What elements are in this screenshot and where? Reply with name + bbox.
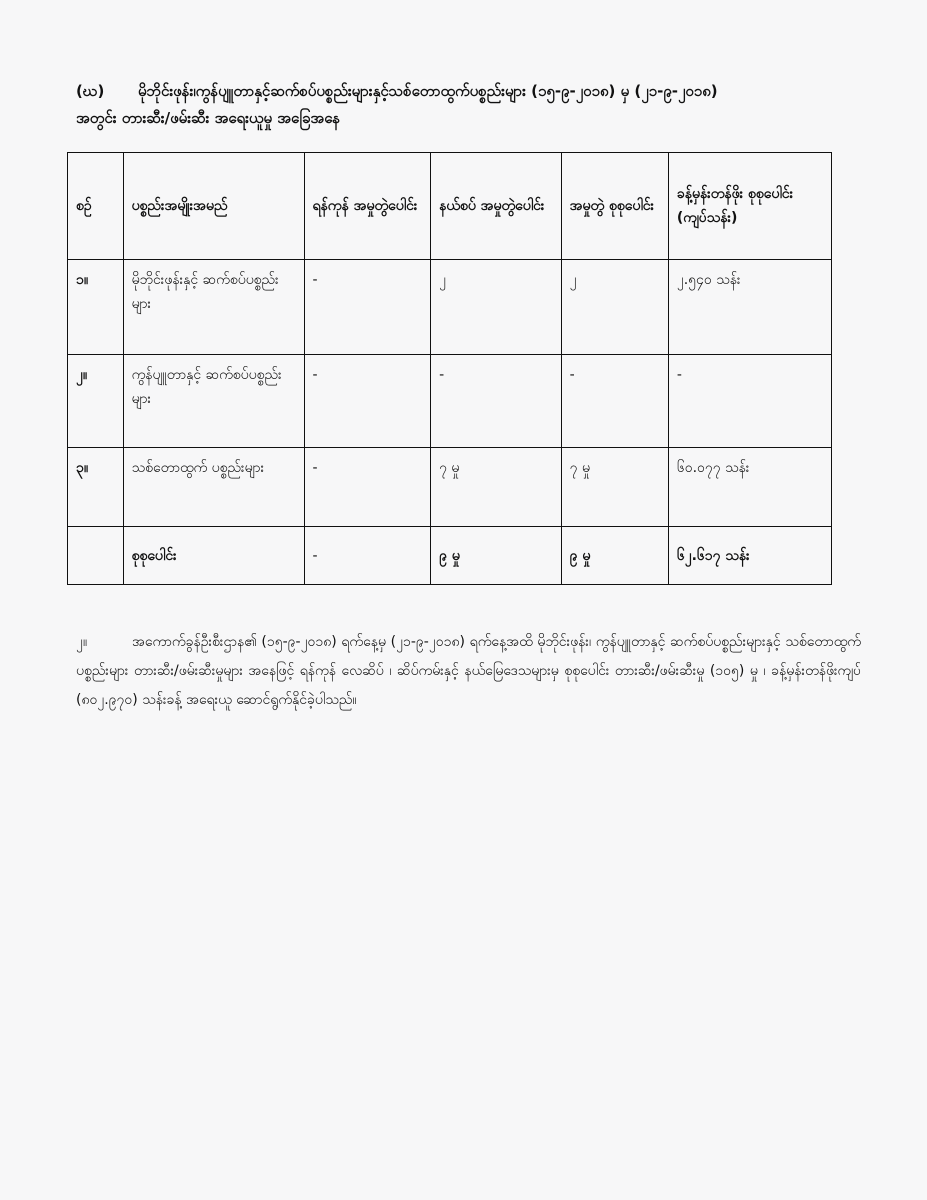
total-yangon: - [304, 527, 431, 585]
header-total-cases: အမှုတွဲ စုစုပေါင်း [561, 153, 668, 260]
table-total-row [68, 527, 832, 585]
row-value: ၆၀.၀၇၇ သန်း [668, 448, 831, 527]
row-border: - [431, 355, 562, 448]
heading-line-1: မိုဘိုင်းဖုန်း၊ကွန်ပျူတာနှင့်ဆက်စပ်ပစ္စည်းများနှင့်သစ်တောထွက်ပစ္စည်းများ (၁၅-၉-၂၀၁၈) မှ (၂၁-၉-၂၀၁၈) [138, 82, 718, 100]
row-yangon: - [304, 355, 431, 448]
row-no: ၁။ [68, 260, 124, 355]
header-item: ပစ္စည်းအမျိုးအမည် [123, 153, 304, 260]
row-value: - [668, 355, 831, 448]
seizure-table [67, 152, 832, 585]
section-heading [76, 78, 866, 132]
row-total: ၂ [561, 260, 668, 355]
total-no [68, 527, 124, 585]
row-item: ကွန်ပျူတာနှင့် ဆက်စပ်ပစ္စည်းများ [123, 355, 304, 448]
row-item: သစ်တောထွက် ပစ္စည်းများ [123, 448, 304, 527]
total-border: ၉ မှု [431, 527, 562, 585]
table-row [68, 355, 832, 448]
row-border: ၂ [431, 260, 562, 355]
row-total: ၇ မှု [561, 448, 668, 527]
row-value: ၂.၅၄၀ သန်း [668, 260, 831, 355]
table-header-row [68, 153, 832, 260]
header-border: နယ်စပ် အမှုတွဲပေါင်း [431, 153, 562, 260]
row-no: ၂။ [68, 355, 124, 448]
row-border: ၇ မှု [431, 448, 562, 527]
row-total: - [561, 355, 668, 448]
header-yangon: ရန်ကုန် အမှုတွဲပေါင်း [304, 153, 431, 260]
table-row [68, 260, 832, 355]
header-estimated-value: ခန့်မှန်းတန်ဖိုး စုစုပေါင်း (ကျပ်သန်း) [668, 153, 831, 260]
row-yangon: - [304, 260, 431, 355]
row-yangon: - [304, 448, 431, 527]
paragraph-text: အကောက်ခွန်ဦးစီးဌာန၏ (၁၅-၉-၂၀၁၈) ရက်နေ့မှ (၂၁-၉-၂၀၁၈) ရက်နေ့အထိ မိုဘိုင်းဖုန်း၊ ကွန်ပျူတာနှင့် ဆက်စပ်ပစ္စည်းများနှင့် သစ်တောထွက်ပစ္စည်းများ တားဆီး/ဖမ်းဆီးမှုများ အနေဖြင့် ရန်ကုန် လေဆိပ် ၊ ဆိပ်ကမ်းနှင့် နယ်မြေဒေသများမှ စုစုပေါင်း တားဆီး/ဖမ်းဆီးမှု (၁၀၅) မှု ၊ ခန့်မှန်းတန်ဖိုးကျပ် (၈၀၂.၉၇၀) သန်းခန့် အရေးယူ ဆောင်ရွက်နိုင်ခဲ့ပါသည်။ [76, 634, 861, 708]
heading-line-2: အတွင်း တားဆီး/ဖမ်းဆီး အရေးယူမှု အခြေအနေ [76, 109, 341, 127]
total-value: ၆၂.၆၁၇ သန်း [668, 527, 831, 585]
paragraph-number: ၂။ [76, 634, 88, 650]
row-no: ၃။ [68, 448, 124, 527]
header-no: စဉ် [68, 153, 124, 260]
total-cases: ၉ မှု [561, 527, 668, 585]
total-label: စုစုပေါင်း [123, 527, 304, 585]
summary-paragraph [76, 628, 861, 715]
section-label: (ဃ) [76, 82, 105, 100]
table-row [68, 448, 832, 527]
row-item: မိုဘိုင်းဖုန်းနှင့် ဆက်စပ်ပစ္စည်းများ [123, 260, 304, 355]
